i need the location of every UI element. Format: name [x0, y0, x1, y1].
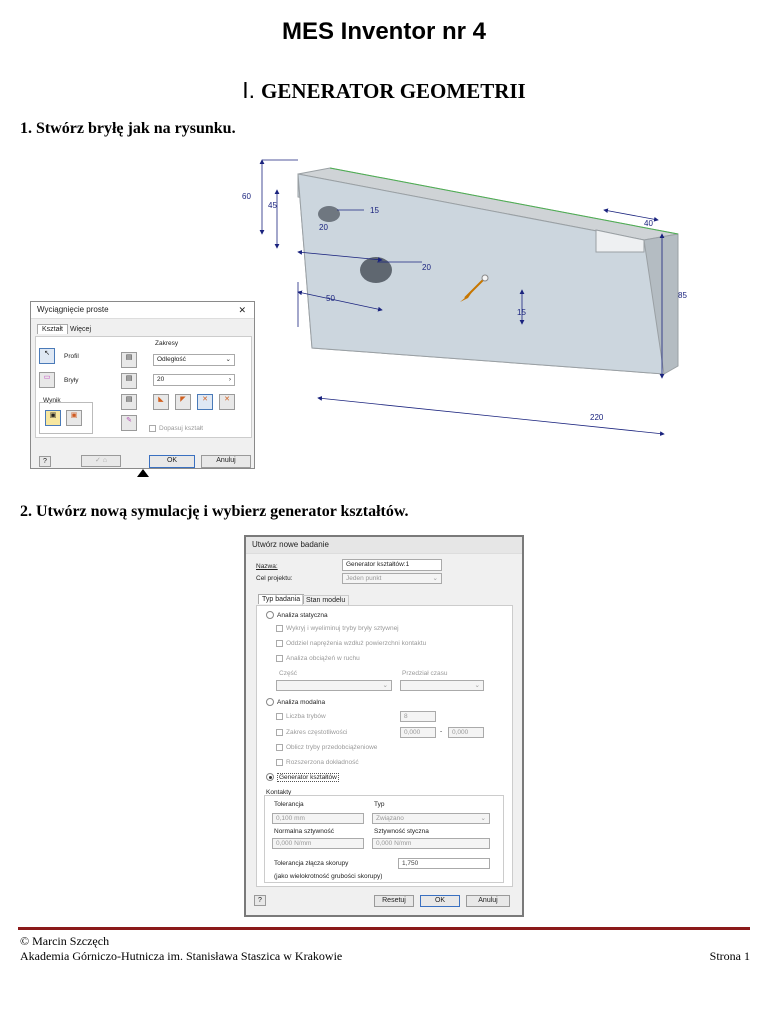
dim-45: 45	[268, 201, 277, 210]
profile-select-button[interactable]: ↖	[39, 348, 55, 364]
dim-40: 40	[644, 219, 653, 228]
chevron-down-icon: ⌄	[474, 682, 480, 689]
ok-button[interactable]: OK	[149, 455, 195, 468]
chevron-right-icon: ›	[228, 376, 231, 383]
part-select[interactable]	[276, 680, 392, 691]
extent-option-1[interactable]: ◣	[153, 394, 169, 410]
output-label: Wynik	[43, 397, 61, 404]
dim-15-large: 15	[517, 308, 526, 317]
time-label: Przedział czasu	[402, 670, 448, 677]
dim-60: 60	[242, 192, 251, 201]
tolerance-label: Tolerancja	[274, 801, 304, 808]
extrude-dialog	[30, 301, 255, 469]
freq-dash: -	[440, 728, 443, 735]
name-input[interactable]: Generator kształtów:1	[342, 559, 442, 571]
help-button[interactable]: ?	[254, 895, 266, 906]
solid-output-button[interactable]: ▣	[45, 410, 61, 426]
chevron-down-icon: ⌄	[480, 815, 486, 822]
direction-button-2[interactable]: ▤	[121, 373, 137, 389]
tab-study-type[interactable]: Typ badania	[258, 594, 304, 604]
static-analysis-label: Analiza statyczna	[277, 612, 328, 619]
contacts-label: Kontakty	[266, 789, 292, 796]
extents-label: Zakresy	[155, 340, 179, 347]
goal-label: Cel projektu:	[256, 575, 293, 582]
dim-15-small: 15	[370, 206, 379, 215]
step-1-text: 1. Stwórz bryłę jak na rysunku.	[20, 120, 236, 137]
shape-generator-radio[interactable]	[266, 773, 274, 781]
name-label: Nazwa:	[256, 563, 278, 570]
footer-institution: Akademia Górniczo-Hutnicza im. Stanisława Staszica w Krakowie	[20, 949, 343, 963]
shell-tolerance-note: (jako wielokrotność grubości skorupy)	[274, 873, 383, 880]
extended-accuracy-checkbox[interactable]	[276, 759, 283, 766]
surface-output-button[interactable]: ▣	[66, 410, 82, 426]
motion-loads-checkbox[interactable]	[276, 655, 283, 662]
modal-analysis-radio[interactable]	[266, 698, 274, 706]
dim-220: 220	[590, 413, 604, 422]
chevron-down-icon: ⌄	[432, 575, 438, 582]
tab-shape[interactable]: Kształt	[37, 324, 68, 334]
preload-modes-checkbox[interactable]	[276, 744, 283, 751]
separate-stress-label: Oddziel naprężenia wzdłuż powierzchni kontaktu	[286, 640, 427, 647]
step-2-text: 2. Utwórz nową symulację i wybierz generator kształtów.	[20, 503, 409, 520]
study-title-bar: Utwórz nowe badanie	[246, 537, 522, 554]
dim-85: 85	[678, 291, 687, 300]
mode-count-label: Liczba trybów	[286, 713, 326, 720]
goal-select[interactable]: Jeden punkt ⌄	[342, 573, 442, 584]
extent-option-3[interactable]: ✕	[197, 394, 213, 410]
shear-stiffness-label: Sztywność styczna	[374, 828, 429, 835]
normal-stiffness-input[interactable]: 0,000 N/mm	[272, 838, 364, 849]
type-label: Typ	[374, 801, 385, 808]
direction-button-4[interactable]: ✎	[121, 415, 137, 431]
type-select[interactable]: Związano ⌄	[372, 813, 490, 824]
distance-input[interactable]: 20 ›	[153, 374, 235, 386]
freq-to-input[interactable]: 0,000	[448, 727, 484, 738]
dim-20-large: 20	[422, 263, 431, 272]
cancel-button[interactable]: Anuluj	[201, 455, 251, 468]
extent-option-2[interactable]: ◤	[175, 394, 191, 410]
tab-model-state[interactable]: Stan modelu	[302, 595, 349, 605]
tab-more[interactable]: Więcej	[70, 326, 92, 333]
freq-from-input[interactable]: 0,000	[400, 727, 436, 738]
cancel-button[interactable]: Anuluj	[466, 895, 510, 907]
normal-stiffness-label: Normalna sztywność	[274, 828, 334, 835]
extended-accuracy-label: Rozszerzona dokładność	[286, 759, 359, 766]
separate-stress-checkbox[interactable]	[276, 640, 283, 647]
mode-count-checkbox[interactable]	[276, 713, 283, 720]
rigid-modes-checkbox[interactable]	[276, 625, 283, 632]
extent-type-select[interactable]: Odległość ⌄	[153, 354, 235, 366]
match-shape-label: Dopasuj kształt	[159, 425, 204, 432]
rigid-modes-label: Wykryj i wyeliminuj tryby bryły sztywnej	[286, 625, 399, 632]
freq-range-label: Zakres częstotliwości	[286, 729, 348, 736]
ok-button[interactable]: OK	[420, 895, 460, 907]
profile-label: Profil	[64, 353, 79, 360]
direction-button-3[interactable]: ▤	[121, 394, 137, 410]
part-drawing	[232, 152, 702, 452]
solids-select-button[interactable]: ▭	[39, 372, 55, 388]
modal-analysis-label: Analiza modalna	[277, 699, 326, 706]
static-analysis-radio[interactable]	[266, 611, 274, 619]
shell-tolerance-input[interactable]: 1,750	[398, 858, 490, 869]
footer-author: © Marcin Szczęch	[20, 934, 110, 948]
shear-stiffness-input[interactable]: 0,000 N/mm	[372, 838, 490, 849]
chevron-down-icon: ⌄	[382, 682, 388, 689]
mode-count-input[interactable]: 8	[400, 711, 436, 722]
large-hole	[360, 257, 392, 283]
chevron-down-icon: ⌄	[225, 356, 231, 363]
direction-button-1[interactable]: ▤	[121, 352, 137, 368]
part-label: Część	[279, 670, 298, 677]
close-icon[interactable]: ✕	[238, 305, 246, 315]
solids-label: Bryły	[64, 377, 79, 384]
small-hole	[318, 206, 340, 222]
apply-button[interactable]: ✓ ⌂	[81, 455, 121, 467]
preload-modes-label: Oblicz tryby przedobciążeniowe	[286, 744, 378, 751]
reset-button[interactable]: Resetuj	[374, 895, 414, 907]
shell-tolerance-label: Tolerancja złącza skorupy	[274, 860, 349, 867]
dim-20-small: 20	[319, 223, 328, 232]
help-button[interactable]: ?	[39, 456, 51, 467]
time-select[interactable]	[400, 680, 484, 691]
footer-page-number: Strona 1	[709, 949, 750, 963]
new-study-dialog	[244, 535, 524, 917]
document-title: MES Inventor nr 4	[281, 18, 487, 45]
extrude-title-bar: Wyciągnięcie proste ✕	[31, 302, 254, 319]
section-heading: I. GENERATOR GEOMETRII	[242, 77, 526, 103]
dim-50: 50	[326, 294, 335, 303]
match-shape-checkbox[interactable]	[149, 425, 156, 432]
shape-generator-label: Generator kształtów	[279, 774, 337, 781]
footer-rule	[18, 927, 750, 930]
extent-option-4[interactable]: ✕	[219, 394, 235, 410]
freq-range-checkbox[interactable]	[276, 729, 283, 736]
tolerance-input[interactable]: 0,100 mm	[272, 813, 364, 824]
motion-loads-label: Analiza obciążeń w ruchu	[286, 655, 360, 662]
caret-down-icon	[137, 469, 149, 477]
